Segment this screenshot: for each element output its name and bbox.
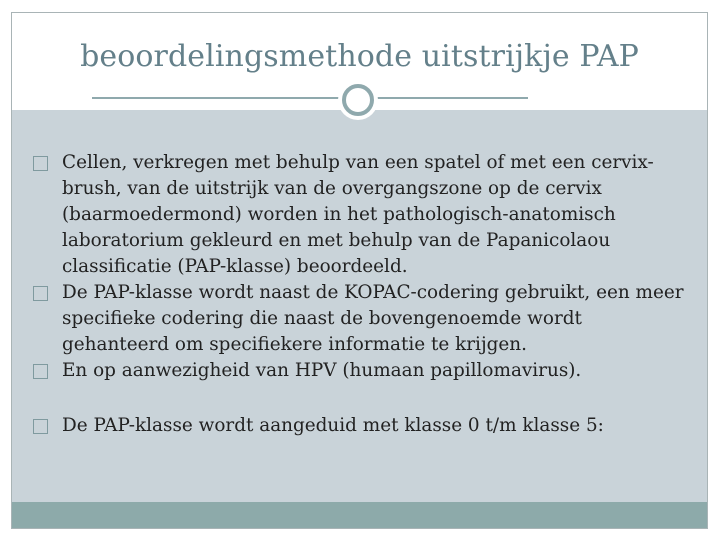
checkbox-bullet-icon <box>33 156 48 171</box>
spacer <box>31 384 691 413</box>
circle-ornament-icon <box>338 80 378 120</box>
checkbox-bullet-icon <box>33 286 48 301</box>
bullet-list <box>31 150 691 439</box>
circle-ring <box>342 84 374 116</box>
bullet-text: Cellen, verkregen met behulp van een spatel of met een cervix-brush, van de uitstrijk van de overgangszone op de cervix (baarmoedermond) worden in het pathologisch-anatomisch laboratorium gekleurd en met behulp van de Papanicolaou classificatie (PAP-klasse) beoordeeld. <box>62 152 654 277</box>
title-divider <box>92 97 528 99</box>
checkbox-bullet-icon <box>33 419 48 434</box>
bullet-item <box>31 150 691 280</box>
bullet-item <box>31 413 691 439</box>
bullet-item <box>31 358 691 384</box>
bullet-text: De PAP-klasse wordt naast de KOPAC-codering gebruikt, een meer specifieke codering die naast de bovengenoemde wordt gehanteerd om specifiekere informatie te krijgen. <box>62 282 684 355</box>
checkbox-bullet-icon <box>33 364 48 379</box>
bullet-text: En op aanwezigheid van HPV (humaan papillomavirus). <box>62 360 582 381</box>
bullet-text: De PAP-klasse wordt aangeduid met klasse 0 t/m klasse 5: <box>62 415 604 436</box>
bullet-item <box>31 280 691 358</box>
footer-band <box>12 502 707 528</box>
slide-title: beoordelingsmethode uitstrijkje PAP <box>80 39 639 74</box>
